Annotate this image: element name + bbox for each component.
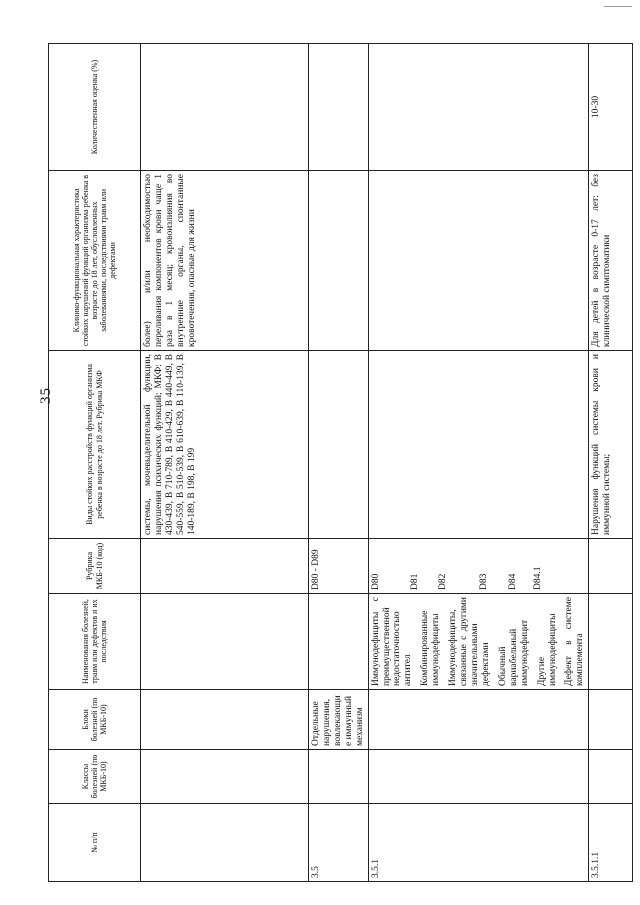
cell-clinical-characteristic: Для детей в возрасте 0-17 лет: без клинической симптоматики — [589, 171, 633, 351]
cell-block: Отдельные нарушения, вовлекающи е иммунный механизм — [309, 690, 369, 750]
cell-block — [141, 690, 309, 750]
header-block: Блоки болезней (по МКБ-10) — [49, 690, 141, 750]
disease-item: Иммунодефициты, связанные с другими значительными дефектами — [448, 597, 491, 686]
disease-item: Другие иммунодефициты — [536, 613, 558, 686]
icd-code: D80 — [370, 573, 381, 590]
page-number: 35 — [38, 387, 54, 404]
cell-num: 3.5.1 — [368, 804, 589, 882]
header-num: № п/п — [49, 804, 141, 882]
cell-disease — [141, 594, 309, 690]
icd-code: D83 — [479, 573, 490, 590]
disease-item: Дефект в системе комплемента — [564, 597, 586, 686]
header-quantitative-score: Количественная оценка (%) — [49, 44, 141, 171]
disease-item: Обычный вариабельный иммунодефицит — [497, 619, 530, 686]
disability-criteria-table — [48, 43, 633, 882]
icd-code: D82 — [438, 573, 449, 590]
cell-disease — [309, 594, 369, 690]
cell-score — [368, 44, 589, 171]
header-class: Классы болезней (по МКБ-10) — [49, 750, 141, 804]
cell-clinical-characteristic: более) и/или необходимостью переливания компонентов крови чаще 1 раза в 1 месяц; кровоизлияния во внутренние органы, спонтанные кровотечения, опасные для жизни — [141, 171, 309, 351]
cell-class — [141, 750, 309, 804]
scan-edge-mark — [604, 6, 632, 9]
cell-function-type: системы, мочевыделительной функции, нарушения психических функций; МКФ: В 430-439, В 710-789, В 410-429, В 440-449, В 540-559, В 510-539, В 610-639, В 110-139, В 140-189, В 198, В 199 — [141, 351, 309, 539]
cell-clinical-characteristic — [368, 171, 589, 351]
header-clinical-characteristic: Клинико-функциональная характеристика стойких нарушений функций организма ребенка в возрасте до 18 лет, обусловленных заболеваниями, последствиями травм или дефектами — [49, 171, 141, 351]
cell-code-list — [368, 539, 589, 594]
header-row — [49, 44, 141, 882]
cell-num — [141, 804, 309, 882]
cell-function-type — [309, 351, 369, 539]
cell-code: D80 - D89 — [309, 539, 369, 594]
header-icd-code: Рубрика МКБ-10 (код) — [49, 539, 141, 594]
rotated-table-wrapper — [48, 44, 613, 882]
cell-class — [589, 750, 633, 804]
cell-code — [141, 539, 309, 594]
cell-block — [589, 690, 633, 750]
cell-function-type: Нарушения функций системы крови и иммунной системы; — [589, 351, 633, 539]
table-row-3-5 — [309, 44, 369, 882]
table-stage — [48, 44, 613, 882]
icd-code: D81 — [409, 573, 420, 590]
header-disease-name: Наименования болезней, травм или дефектов и их последствия — [49, 594, 141, 690]
icd-code: D84 — [508, 573, 519, 590]
cell-class — [309, 750, 369, 804]
cell-class — [368, 750, 589, 804]
cell-score: 10-30 — [589, 44, 633, 171]
cell-score — [309, 44, 369, 171]
cell-clinical-characteristic — [309, 171, 369, 351]
cell-disease-list — [368, 594, 589, 690]
cell-num: 3.5.1.1 — [589, 804, 633, 882]
table-row-3-5-1-1 — [589, 44, 633, 882]
header-function-type: Виды стойких расстройств функций организма ребенка в возрасте до 18 лет. Рубрика МКФ — [49, 351, 141, 539]
cell-num: 3.5 — [309, 804, 369, 882]
cell-block — [368, 690, 589, 750]
table-row-continued — [141, 44, 309, 882]
cell-score — [141, 44, 309, 171]
disease-item: Комбинированные иммунодефициты — [420, 610, 442, 686]
cell-disease — [589, 594, 633, 690]
cell-function-type — [368, 351, 589, 539]
cell-code — [589, 539, 633, 594]
icd-code: D84.1 — [533, 566, 544, 590]
disease-item: Иммунодефициты с преимущественной недостаточностью антител — [370, 597, 414, 686]
table-row-3-5-1 — [368, 44, 589, 882]
